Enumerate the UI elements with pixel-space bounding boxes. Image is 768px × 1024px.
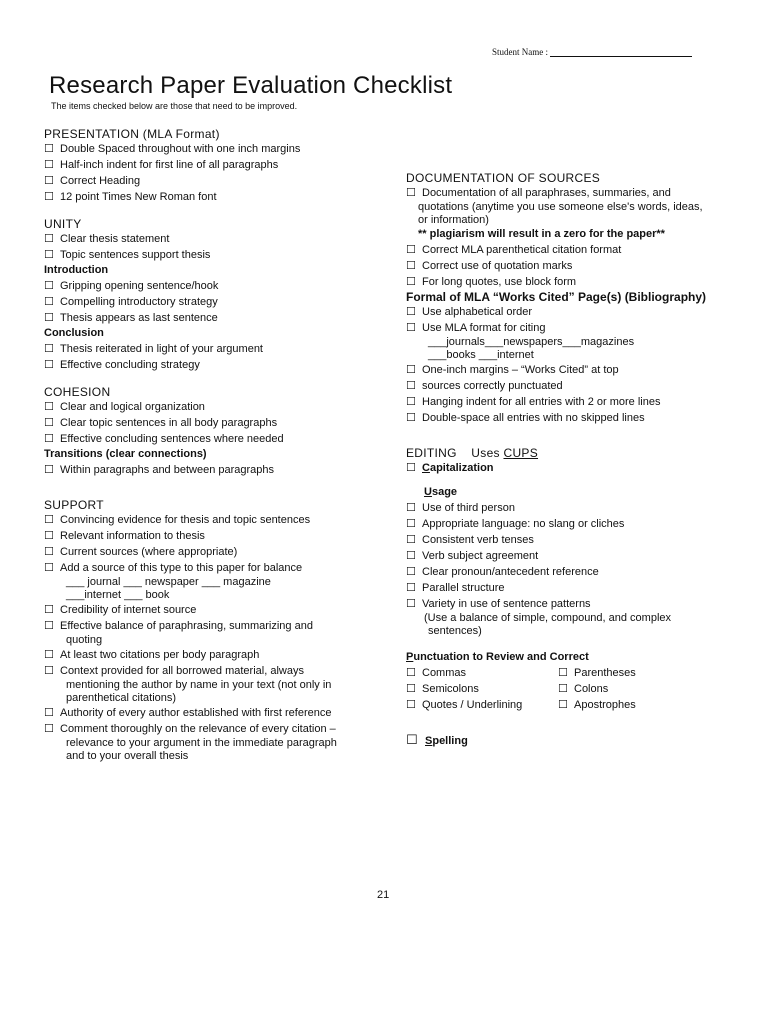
source-type-blanks[interactable]: ___ journal ___ newspaper ___ magazine	[66, 576, 271, 588]
checklist-item: ☐ One-inch margins – “Works Cited” at top	[406, 363, 619, 376]
checklist-item: ☐ Thesis appears as last sentence	[44, 311, 218, 324]
checkbox-icon[interactable]: ☐	[406, 666, 416, 679]
conclusion-label: Conclusion	[44, 327, 104, 339]
left-column	[44, 127, 364, 763]
checklist-item: ☐ Appropriate language: no slang or cliches	[406, 517, 625, 530]
item-continuation: parenthetical citations)	[66, 692, 177, 704]
citing-type-blanks[interactable]: ___journals___newspapers___magazines	[428, 336, 635, 348]
checkbox-icon[interactable]: ☐	[44, 358, 54, 371]
checkbox-icon[interactable]: ☐	[44, 142, 54, 155]
item-continuation: sentences)	[428, 625, 482, 637]
checkbox-icon[interactable]: ☐	[44, 190, 54, 203]
checkbox-icon[interactable]: ☐	[406, 581, 416, 594]
checklist-item: ☐ Correct use of quotation marks	[406, 259, 573, 272]
checkbox-icon[interactable]: ☐	[406, 461, 416, 474]
checkbox-icon[interactable]: ☐	[44, 619, 54, 632]
presentation-list	[44, 141, 364, 205]
checkbox-icon[interactable]: ☐	[44, 295, 54, 308]
checklist-item: ☐ Effective concluding sentences where needed	[44, 432, 284, 445]
works-cited-heading: Formal of MLA “Works Cited” Page(s) (Bibliography)	[406, 290, 707, 304]
checkbox-icon[interactable]: ☐	[44, 463, 54, 476]
checkbox-icon[interactable]: ☐	[406, 549, 416, 562]
plagiarism-warning: ** plagiarism will result in a zero for the paper**	[418, 228, 665, 240]
checklist-item: ☐ Comment thoroughly on the relevance of every citation –	[44, 722, 336, 735]
checkbox-icon[interactable]: ☐	[406, 517, 416, 530]
checkbox-icon[interactable]: ☐	[44, 529, 54, 542]
unity-heading: UNITY	[44, 217, 82, 231]
student-name-label: Student Name :	[492, 47, 548, 57]
checkbox-icon[interactable]: ☐	[406, 682, 416, 695]
page-number: 21	[377, 889, 390, 901]
checkbox-icon[interactable]: ☐	[44, 400, 54, 413]
support-list	[44, 512, 364, 763]
checklist-item: ☐ Hanging indent for all entries with 2 or more lines	[406, 395, 661, 408]
checklist-item: ☐ Clear topic sentences in all body paragraphs	[44, 416, 278, 429]
item-continuation: and to your overall thesis	[66, 750, 189, 762]
item-continuation: (Use a balance of simple, compound, and complex	[424, 612, 672, 624]
checkbox-icon[interactable]: ☐	[558, 698, 568, 711]
checklist-item: ☐ Current sources (where appropriate)	[44, 545, 238, 558]
introduction-label: Introduction	[44, 264, 109, 276]
checklist-item: ☐ Parentheses	[558, 666, 636, 679]
unity-list	[44, 231, 364, 373]
checkbox-icon[interactable]: ☐	[406, 733, 418, 748]
item-continuation: or information)	[418, 214, 489, 226]
checkbox-icon[interactable]: ☐	[558, 666, 568, 679]
checkbox-icon[interactable]: ☐	[406, 259, 416, 272]
documentation-heading: DOCUMENTATION OF SOURCES	[406, 171, 601, 185]
checklist-item: ☐ Documentation of all paraphrases, summaries, and	[406, 186, 671, 199]
checklist-item: ☐ Convincing evidence for thesis and topic sentences	[44, 513, 311, 526]
checklist-item: ☐ Credibility of internet source	[44, 603, 197, 616]
checkbox-icon[interactable]: ☐	[406, 305, 416, 318]
presentation-heading: PRESENTATION (MLA Format)	[44, 127, 220, 141]
source-type-blanks[interactable]: ___internet ___ book	[66, 589, 170, 601]
punctuation-grid	[406, 665, 736, 713]
item-continuation: relevance to your argument in the immediate paragraph	[66, 737, 337, 749]
checkbox-icon[interactable]: ☐	[406, 379, 416, 392]
checkbox-icon[interactable]: ☐	[44, 648, 54, 661]
checkbox-icon[interactable]: ☐	[44, 342, 54, 355]
checklist-item: ☐ Colons	[558, 682, 609, 695]
checklist-item: ☐ Apostrophes	[558, 698, 636, 711]
checklist-item: ☐ Verb subject agreement	[406, 549, 539, 562]
usage-list	[406, 500, 736, 638]
checklist-item: ☐ Topic sentences support thesis	[44, 248, 211, 261]
student-name-line	[550, 47, 692, 57]
cohesion-list	[44, 399, 364, 478]
page-subtitle: The items checked below are those that need to be improved.	[51, 101, 298, 111]
documentation-list	[406, 185, 736, 290]
checklist-item: ☐ Authority of every author established with first reference	[44, 706, 332, 719]
checkbox-icon[interactable]: ☐	[44, 545, 54, 558]
checklist-item: ☐ Clear and logical organization	[44, 400, 205, 413]
spelling-item: ☐ Spelling	[406, 733, 468, 748]
checkbox-icon[interactable]: ☐	[44, 513, 54, 526]
checkbox-icon[interactable]: ☐	[406, 275, 416, 288]
checkbox-icon[interactable]: ☐	[44, 722, 54, 735]
checklist-item: ☐ Commas	[406, 666, 467, 679]
usage-label: Usage	[424, 486, 458, 498]
support-heading: SUPPORT	[44, 498, 104, 512]
checklist-item: ☐ Effective balance of paraphrasing, summarizing and	[44, 619, 313, 632]
checkbox-icon[interactable]: ☐	[44, 664, 54, 677]
checkbox-icon[interactable]: ☐	[44, 706, 54, 719]
checklist-item: ☐ sources correctly punctuated	[406, 379, 563, 392]
checkbox-icon[interactable]: ☐	[406, 698, 416, 711]
checklist-item: ☐ Half-inch indent for first line of all paragraphs	[44, 158, 279, 171]
checklist-item: ☐ Context provided for all borrowed material, always	[44, 664, 304, 677]
checkbox-icon[interactable]: ☐	[44, 603, 54, 616]
checkbox-icon[interactable]: ☐	[44, 416, 54, 429]
item-continuation: mentioning the author by name in your text (not only in	[66, 679, 332, 691]
checklist-item: ☐ Use of third person	[406, 501, 515, 514]
citing-type-blanks[interactable]: ___books ___internet	[428, 349, 534, 361]
checklist-item: ☐ Effective concluding strategy	[44, 358, 200, 371]
checklist-item: ☐ Capitalization	[406, 461, 494, 474]
checklist-item: ☐ Use MLA format for citing	[406, 321, 546, 334]
checklist-item: ☐ At least two citations per body paragraph	[44, 648, 260, 661]
checklist-item: ☐ Double-space all entries with no skipped lines	[406, 411, 645, 424]
checkbox-icon[interactable]: ☐	[44, 174, 54, 187]
checkbox-icon[interactable]: ☐	[44, 311, 54, 324]
checklist-item: ☐ Parallel structure	[406, 581, 505, 594]
checklist-item: ☐ For long quotes, use block form	[406, 275, 577, 288]
checkbox-icon[interactable]: ☐	[44, 432, 54, 445]
checklist-item: ☐ Correct MLA parenthetical citation format	[406, 243, 622, 256]
checklist-item: ☐ Add a source of this type to this paper for balance	[44, 561, 303, 574]
page-title: Research Paper Evaluation Checklist	[49, 72, 453, 99]
checkbox-icon[interactable]: ☐	[406, 533, 416, 546]
cohesion-heading: COHESION	[44, 385, 111, 399]
right-column	[406, 171, 736, 749]
works-cited-list	[406, 304, 736, 426]
checklist-item: ☐ Compelling introductory strategy	[44, 295, 218, 308]
checklist-item: ☐ Variety in use of sentence patterns	[406, 597, 591, 610]
checklist-item: ☐ Quotes / Underlining	[406, 698, 523, 711]
checkbox-icon[interactable]: ☐	[406, 597, 416, 610]
editing-heading: EDITING Uses CUPS	[406, 446, 539, 460]
checkbox-icon[interactable]: ☐	[406, 321, 416, 334]
checklist-item: ☐ Within paragraphs and between paragraphs	[44, 463, 275, 476]
checklist-item: ☐ Double Spaced throughout with one inch margins	[44, 142, 301, 155]
checklist-item: ☐ Gripping opening sentence/hook	[44, 279, 219, 292]
checkbox-icon[interactable]: ☐	[406, 565, 416, 578]
checkbox-icon[interactable]: ☐	[406, 501, 416, 514]
checkbox-icon[interactable]: ☐	[406, 395, 416, 408]
item-continuation: quotations (anytime you use someone else's words, ideas,	[418, 201, 703, 213]
checklist-item: ☐ Clear thesis statement	[44, 232, 170, 245]
checkbox-icon[interactable]: ☐	[44, 232, 54, 245]
checkbox-icon[interactable]: ☐	[44, 561, 54, 574]
checklist-item: ☐ Thesis reiterated in light of your argument	[44, 342, 263, 355]
item-continuation: quoting	[66, 634, 103, 646]
checkbox-icon[interactable]: ☐	[406, 186, 416, 199]
checkbox-icon[interactable]: ☐	[44, 279, 54, 292]
checkbox-icon[interactable]: ☐	[44, 158, 54, 171]
punctuation-label: Punctuation to Review and Correct	[406, 651, 589, 663]
checkbox-icon[interactable]: ☐	[406, 411, 416, 424]
checklist-item: ☐ Consistent verb tenses	[406, 533, 534, 546]
transitions-label: Transitions (clear connections)	[44, 448, 207, 460]
checkbox-icon[interactable]: ☐	[558, 682, 568, 695]
checklist-item: ☐ Correct Heading	[44, 174, 141, 187]
checklist-item: ☐ Relevant information to thesis	[44, 529, 205, 542]
student-name-field	[492, 47, 692, 57]
checklist-item: ☐ Clear pronoun/antecedent reference	[406, 565, 599, 578]
checkbox-icon[interactable]: ☐	[406, 243, 416, 256]
checklist-item: ☐ 12 point Times New Roman font	[44, 190, 217, 203]
checklist-item: ☐ Use alphabetical order	[406, 305, 533, 318]
cups-acronym: CUPS	[503, 446, 539, 460]
checklist-item: ☐ Semicolons	[406, 682, 479, 695]
checkbox-icon[interactable]: ☐	[406, 363, 416, 376]
checkbox-icon[interactable]: ☐	[44, 248, 54, 261]
